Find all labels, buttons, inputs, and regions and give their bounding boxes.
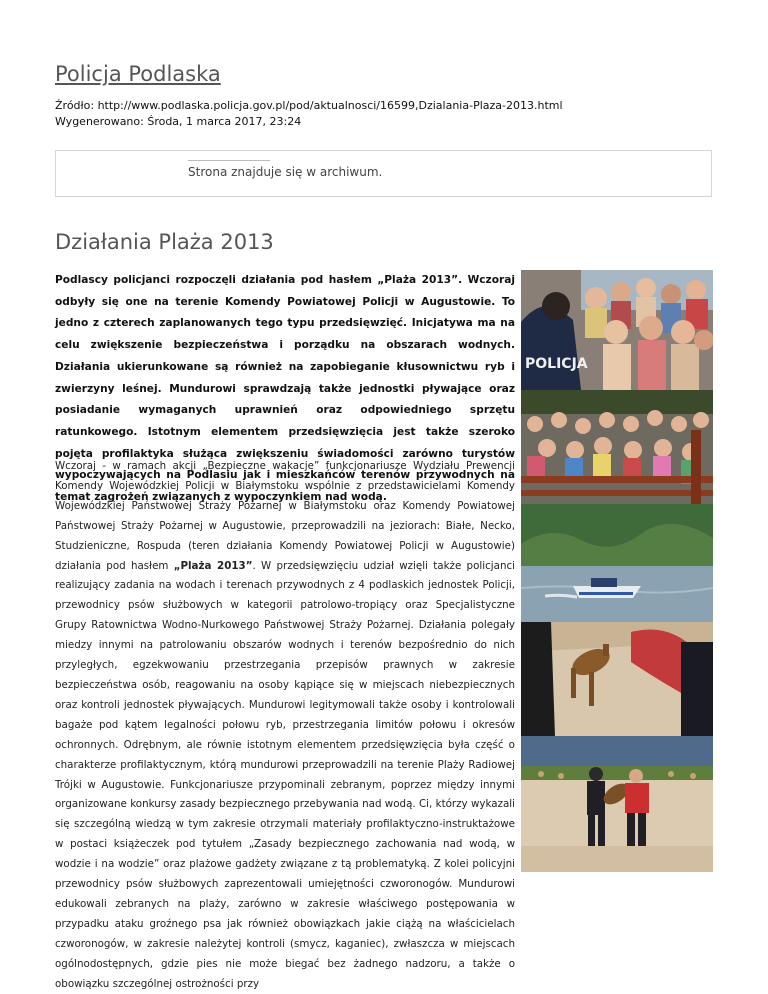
photo-column xyxy=(521,270,713,872)
generated-line: Wygenerowano: Środa, 1 marca 2017, 23:24 xyxy=(55,115,302,128)
body-text-1: Wczoraj - w ramach akcji „Bezpieczne wakacje” funkcjonariusze Wydziału Prewencji Komendy Wojewódzkiej Policji w Białymstoku wspólnie z przedstawicielami Komendy Wojewódzkiej Państwowej Straży Pożarnej w Białymstoku oraz Komendy Powiatowej Państwowej Straży Pożarnej w Augustowie, przeprowadzili na jeziorach: Białe, Necko, Studzieniczne, Rospuda (teren działania Komendy Powiatowej Policji w Augustowie) działania pod hasłem xyxy=(55,460,515,572)
photo-vest-text: POLICJA xyxy=(525,356,588,372)
body-text-bold: „Plaża 2013” xyxy=(173,559,253,572)
photo-dog-demonstration[interactable] xyxy=(521,736,713,872)
notice-divider xyxy=(188,160,270,161)
photo-dog-training[interactable] xyxy=(521,622,713,736)
photo-police-boat[interactable] xyxy=(521,504,713,622)
document-meta xyxy=(55,98,563,130)
photo-officer-with-children[interactable] xyxy=(521,270,713,390)
body-text-2: . W przedsięwzięciu udział wzięli także policjanci realizujący zadania na wodach i terenach przywodnych z 4 podlaskich jednostek Policji, przewodnicy psów służbowych w kategorii patrolowo-tropiący oraz Specjalistyczne Grupy Ratownictwa Wodno-Nurkowego Państwowej Straży Pożarnej. Działania polegały miedzy innymi na patrolowaniu obszarów wodnych i terenów bezpośrednio do nich przyległych, egzekwowaniu przestrzegania przepisów prawnych w zakresie bezpieczeństwa osób, reagowaniu na osoby kąpiące się w miejscach niebezpiecznych oraz kontroli jednostek pływających. Mundurowi legitymowali także osoby i kontrolowali bagaże pod kątem legalności połowu ryb, przestrzegania limitów połowu i okresów ochronnych. Odrębnym, ale równie istotnym elementem przedsięwzięcia była część o charakterze profilaktycznym, którą mundurowi przeprowadzili na terenie Plaży Radiowej Trójki w Augustowie. Funkcjonariusze przypominali zebranym, poprzez między innymi organizowane konkursy zasady bezpiecznego przebywania nad wodą. Ci, którzy wykazali się szczególną wiedzą w tym zakresie otrzymali materiały profilaktyczno-instruktażowe w postaci książeczek pod tytułem „Zasady bezpiecznego zachowania nad wodą, w wodzie i na wodzie” oraz plażowe gadżety związane z tą problematyką. Z kolei policyjni przewodnicy psów służbowych zaprezentowali umiejętności czworonogów. Mundurowi edukowali zebranych na plaży, zarówno w zakresie właściwego postępowania w przypadku ataku groźnego psa jak również obowiązkach jakie ciążą na właścicielach czworonogów, w zakresie należytej kontroli (smycz, kaganiec), zwłaszcza w miejscach ogólnodostępnych, gdzie pies nie może biegać bez żadnego nadzoru, a także o obowiązku szczególnej ostrożności przy xyxy=(55,559,515,990)
article-body xyxy=(55,457,515,994)
site-title[interactable]: Policja Podlaska xyxy=(55,62,221,86)
source-line: Źródło: http://www.podlaska.policja.gov.pl/pod/aktualnosci/16599,Dzialania-Plaza-2013.html xyxy=(55,99,563,112)
article-lead: Podlascy policjanci rozpoczęli działania pod hasłem „Plaża 2013”. Wczoraj odbyły się one na terenie Komendy Powiatowej Policji w Augustowie. To jedno z czterech zaplanowanych tego typu przedsięwzięć. Inicjatywa ma na celu zwiększenie bezpieczeństwa i porządku na obszarach wodnych. Działania ukierunkowane są również na zapobieganie kłusownictwu ryb i zwierzyny leśnej. Mundurowi sprawdzają także jednostki pływające oraz posiadanie wymaganych uprawnień oraz odpowiedniego sprzętu ratunkowego. Istotnym elementem przedsięwzięcia jest także szeroko pojęta profilaktyka służąca zwiększeniu świadomości zarówno turystów wypoczywających na Podlasiu jak i mieszkańców terenów przywodnych na temat zagrożeń związanych z wypoczynkiem nad wodą. xyxy=(55,274,515,504)
archive-notice xyxy=(55,150,712,197)
article-title: Działania Plaża 2013 xyxy=(55,230,274,254)
photo-children-at-fence[interactable] xyxy=(521,390,713,504)
archive-notice-text: Strona znajduje się w archiwum. xyxy=(188,165,383,179)
